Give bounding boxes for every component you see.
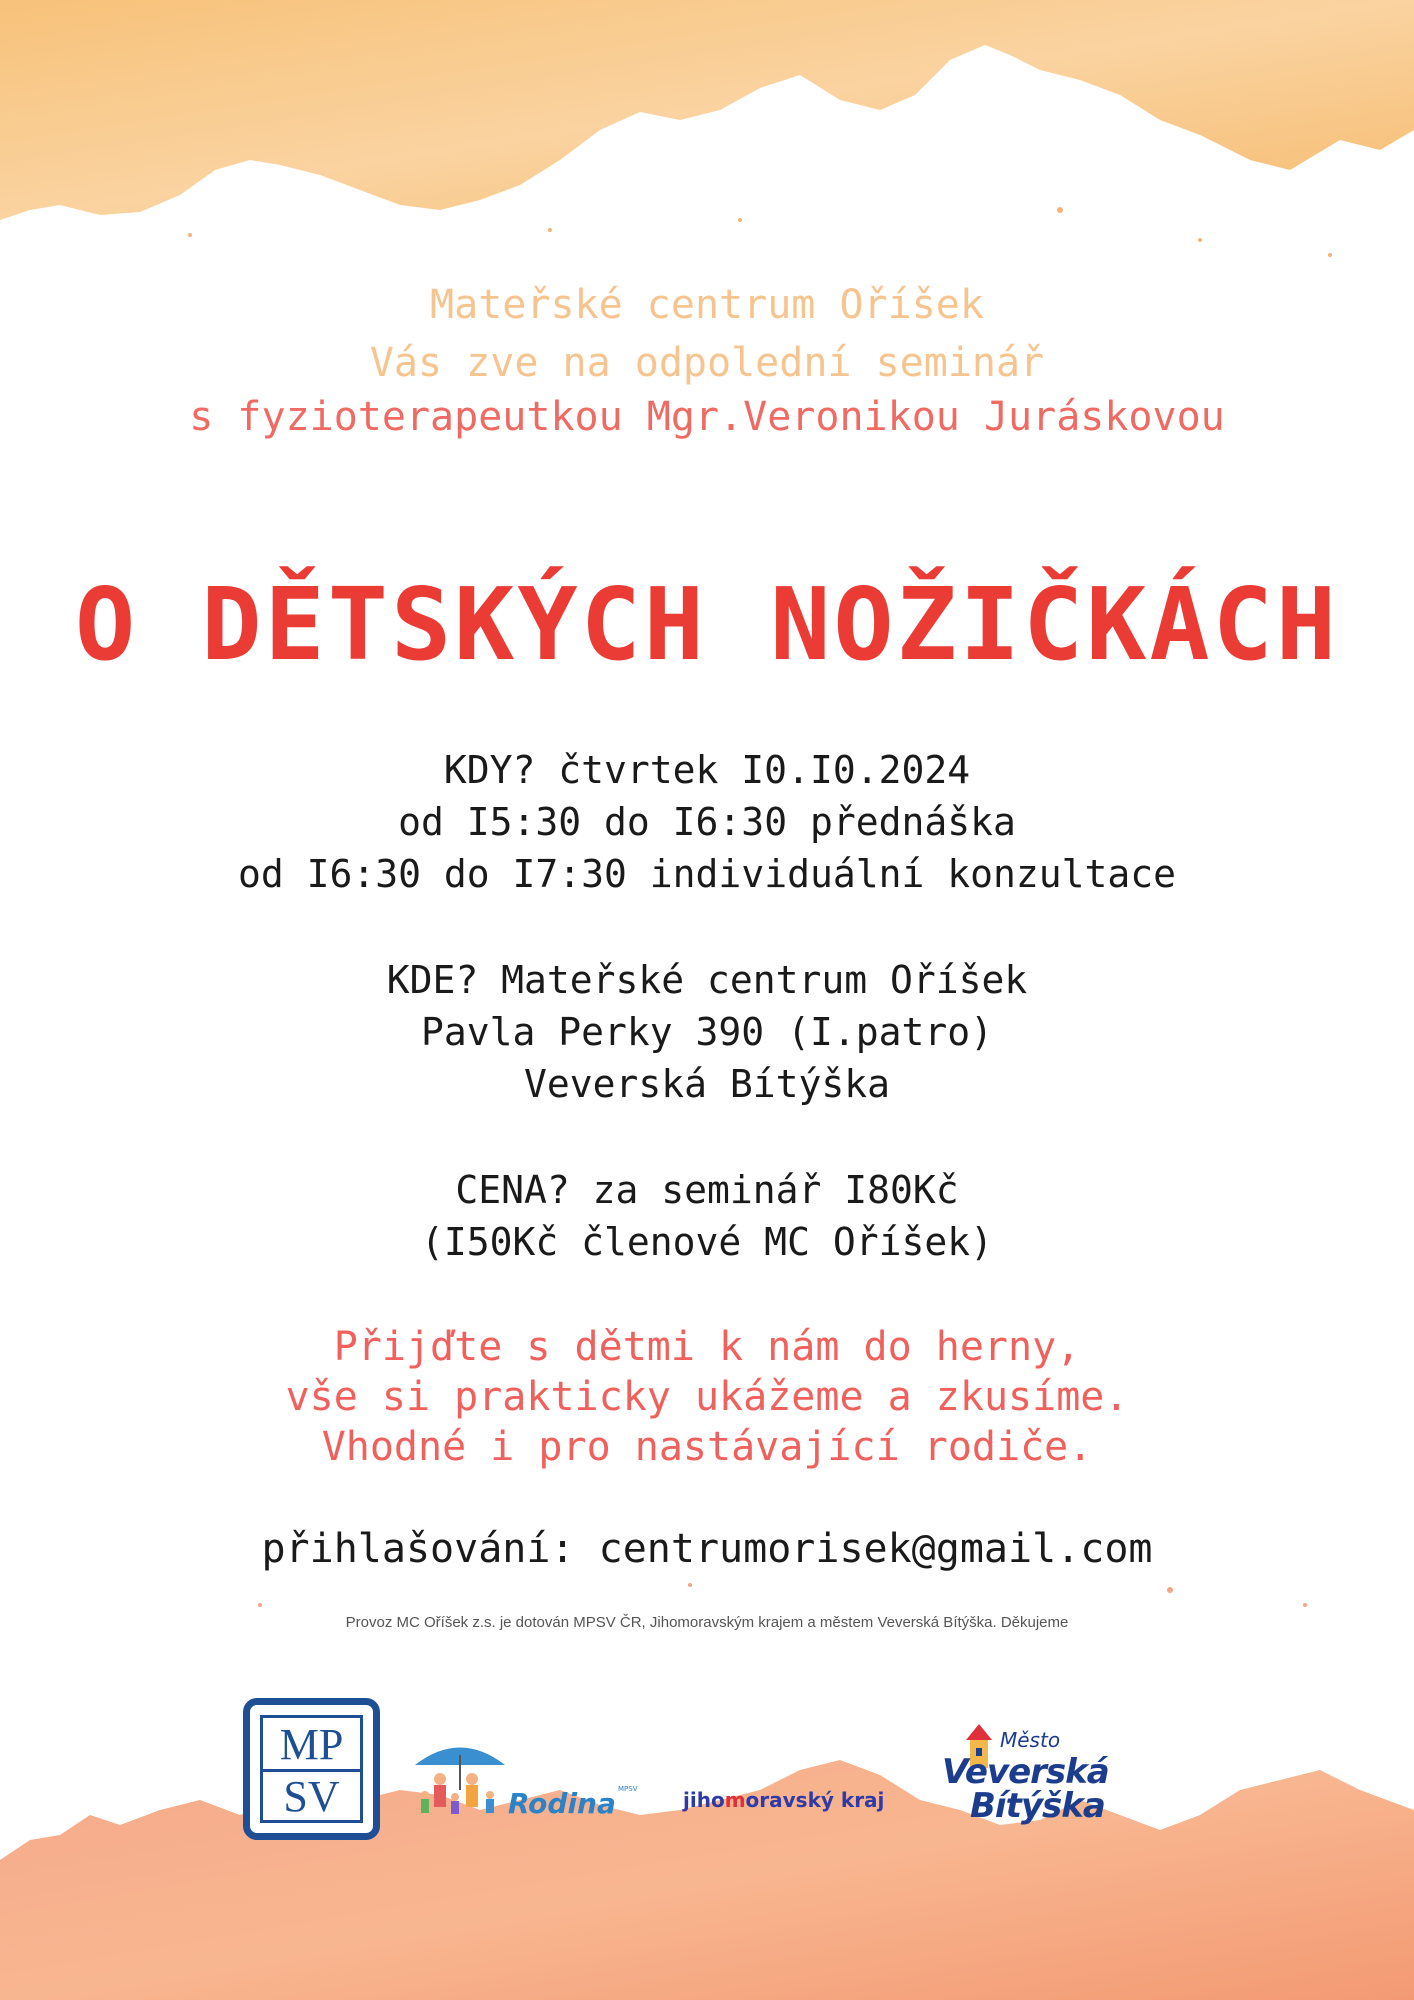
rodina-logo bbox=[410, 1735, 650, 1825]
mpsv-logo-top: MP bbox=[279, 1720, 344, 1769]
veverska-label: Veverská bbox=[942, 1752, 1109, 1792]
price-members: (I50Kč členové MC Oříšek) bbox=[421, 1220, 993, 1264]
mpsv-logo bbox=[243, 1698, 380, 1840]
price-standard: CENA? za seminář I80Kč bbox=[455, 1168, 959, 1212]
jmk-logo-part3: oravský kraj bbox=[745, 1788, 885, 1812]
family-umbrella-icon bbox=[410, 1735, 510, 1825]
jmk-logo-part2: m bbox=[724, 1788, 746, 1812]
when-date: KDY? čtvrtek I0.I0.2024 bbox=[443, 748, 971, 792]
mpsv-logo-bottom: SV bbox=[283, 1772, 340, 1821]
veverska-bityska-logo bbox=[942, 1722, 1172, 1832]
jmk-logo bbox=[683, 1788, 884, 1812]
invite-line-1: Přijďte s dětmi k nám do herny, bbox=[333, 1324, 1081, 1370]
when-lecture-time: od I5:30 do I6:30 přednáška bbox=[398, 800, 1016, 844]
intro-organizer: Mateřské centrum Oříšek bbox=[430, 282, 984, 328]
where-town: Veverská Bítýška bbox=[523, 1062, 891, 1106]
rodina-small: MPSV bbox=[618, 1785, 638, 1793]
invite-line-3: Vhodné i pro nastávající rodiče. bbox=[321, 1424, 1093, 1470]
invite-line-2: vše si prakticky ukážeme a zkusíme. bbox=[285, 1374, 1129, 1420]
where-venue: KDE? Mateřské centrum Oříšek bbox=[386, 958, 1028, 1002]
signup-email[interactable]: přihlašování: centrumorisek@gmail.com bbox=[261, 1526, 1153, 1572]
mesto-label: Město bbox=[1000, 1728, 1061, 1752]
event-title: O DĚTSKÝCH NOŽIČKÁCH bbox=[74, 566, 1340, 683]
when-consultation-time: od I6:30 do I7:30 individuální konzultace bbox=[238, 852, 1176, 896]
intro-invitation: Vás zve na odpolední seminář bbox=[369, 340, 1045, 386]
where-street: Pavla Perky 390 (I.patro) bbox=[421, 1010, 993, 1054]
intro-lecturer: s fyzioterapeutkou Mgr.Veronikou Juráskovou bbox=[189, 394, 1225, 440]
top-torn-wash bbox=[0, 0, 1414, 220]
rodina-wordmark: Rodina bbox=[508, 1787, 616, 1820]
funding-note: Provoz MC Oříšek z.s. je dotován MPSV ČR, Jihomoravským krajem a městem Veverská Bítýška. Děkujeme bbox=[345, 1614, 1069, 1631]
jmk-logo-part1: jiho bbox=[683, 1788, 725, 1812]
bityska-label: Bítýška bbox=[970, 1786, 1105, 1826]
